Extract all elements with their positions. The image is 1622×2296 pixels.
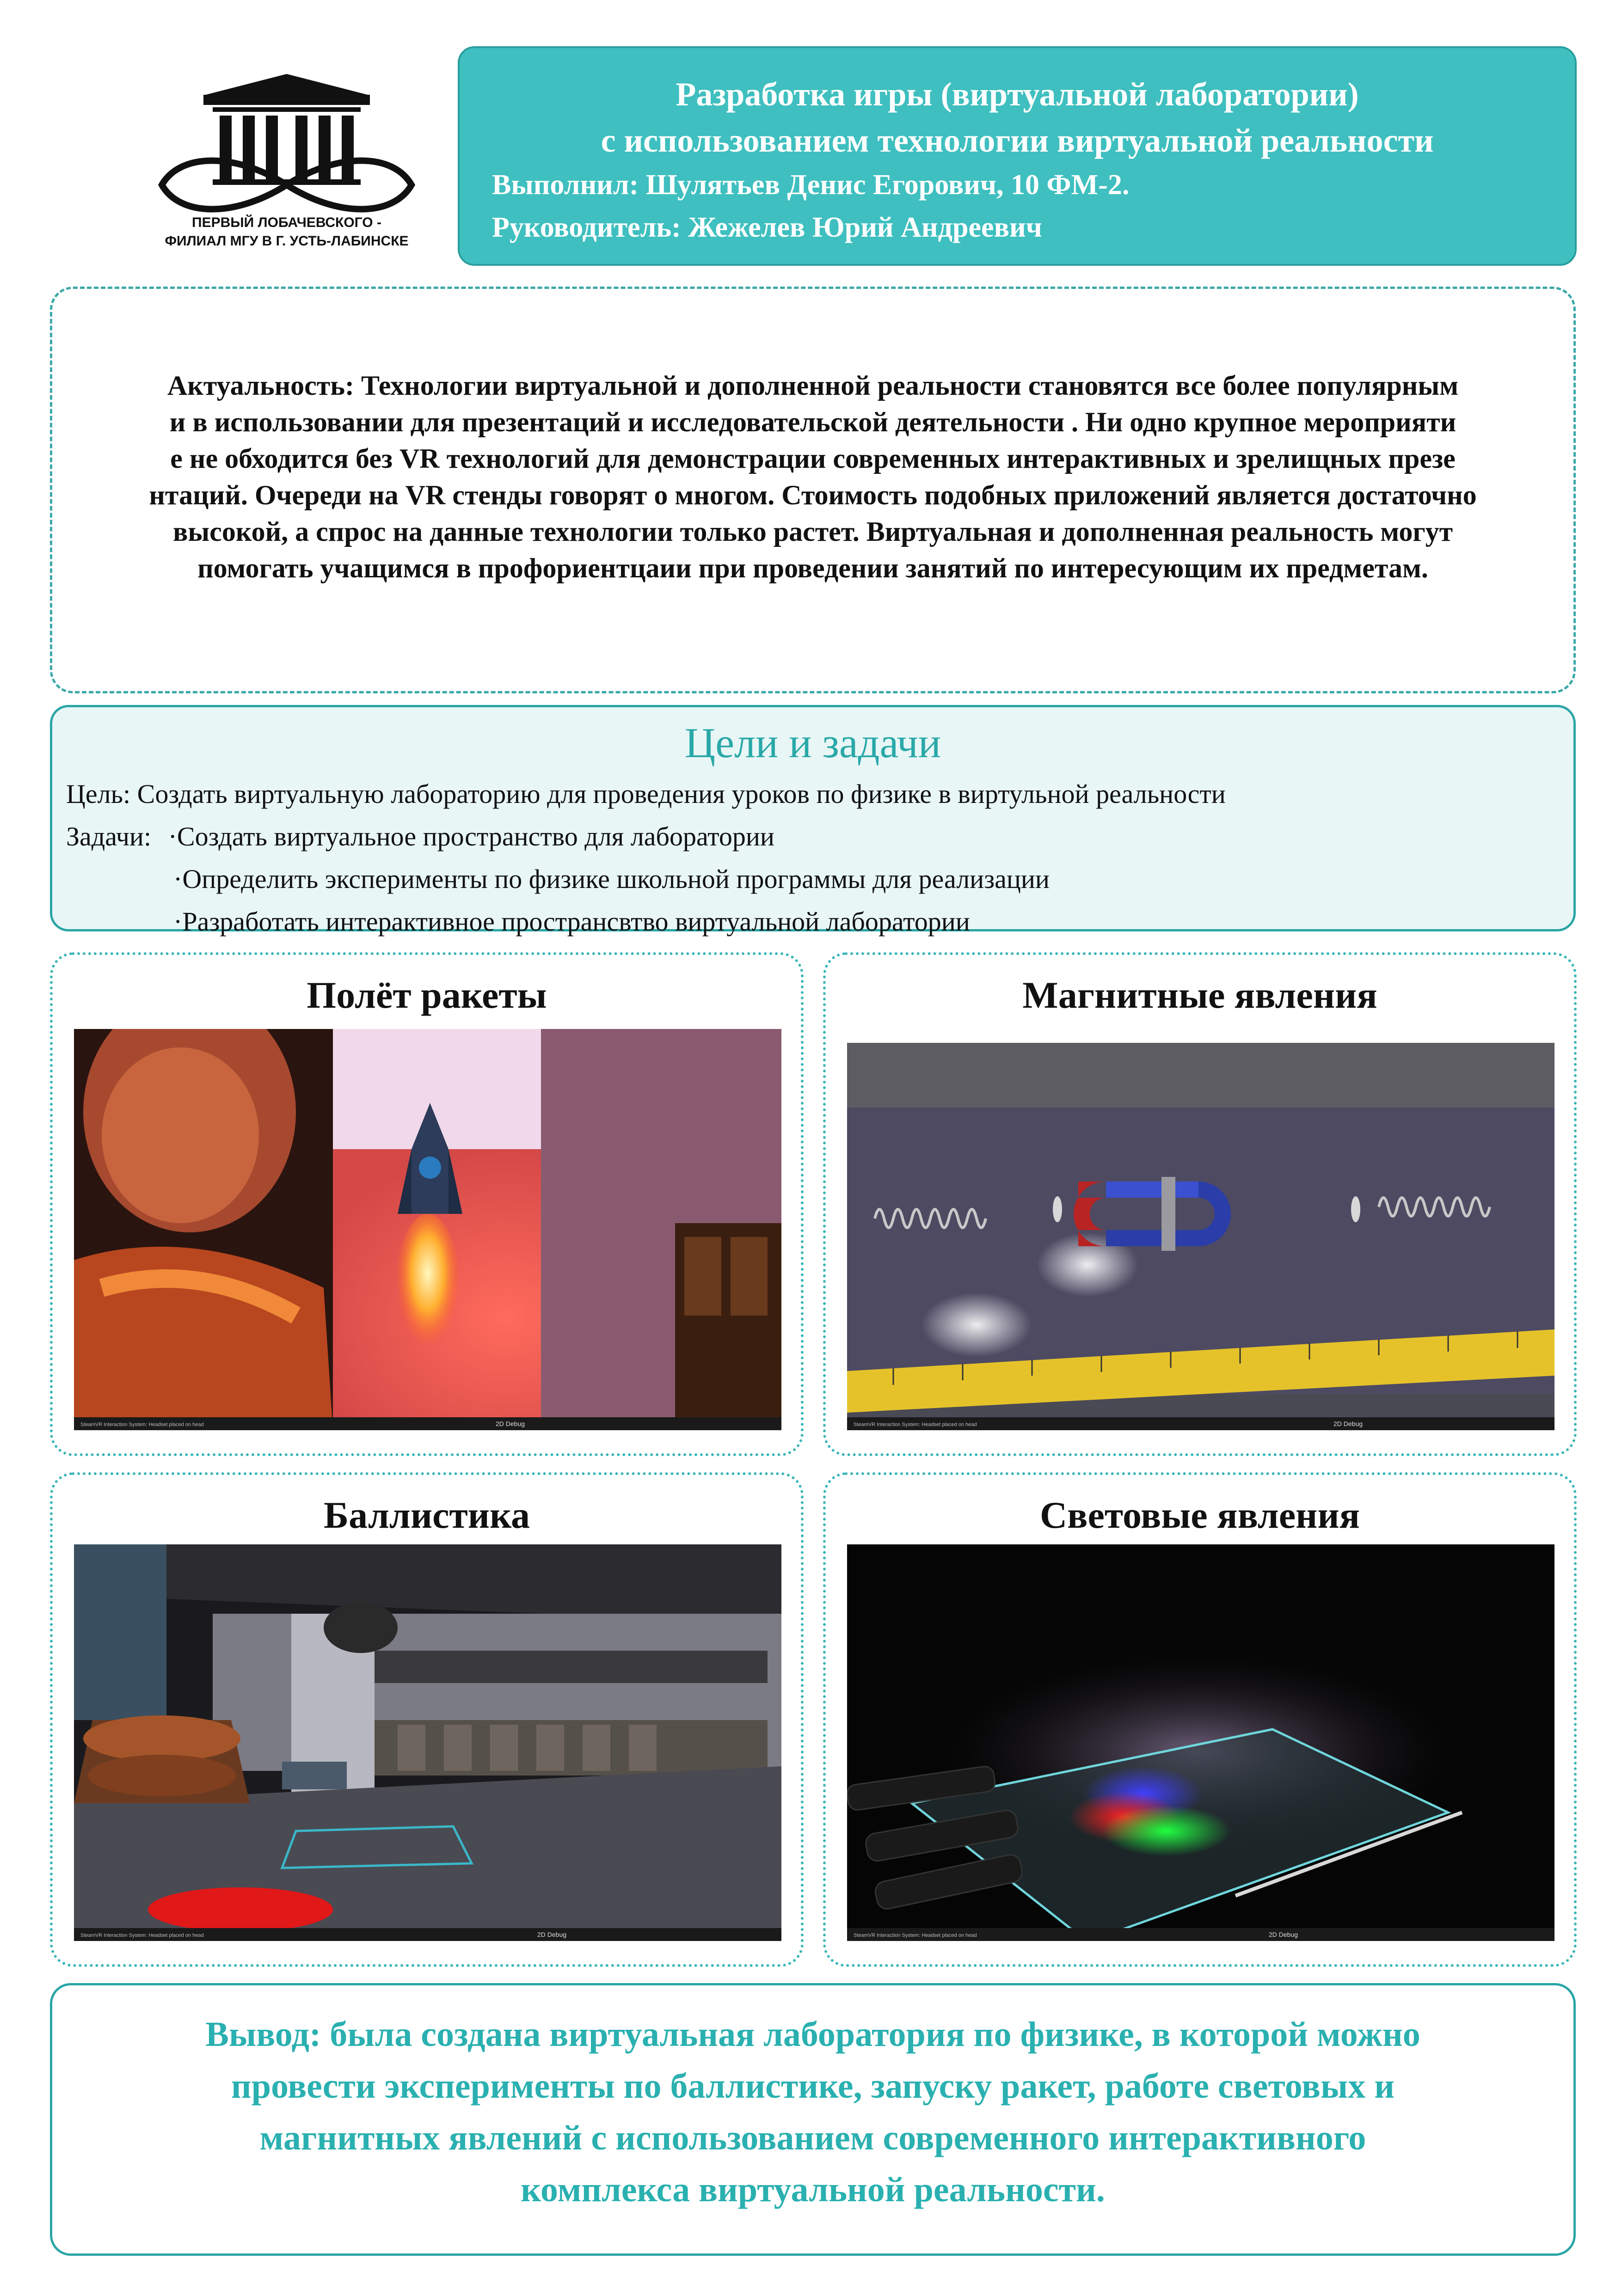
status-text: SteamVR Interaction System: Headset placed on head <box>80 1422 204 1427</box>
tasks-label: Задачи: <box>66 821 152 851</box>
debug-label: 2D Debug <box>1333 1420 1363 1427</box>
ballistics-screenshot <box>74 1544 781 1941</box>
relevance-text <box>89 367 1536 587</box>
conclusion-section <box>50 1983 1576 2256</box>
debug-label: 2D Debug <box>537 1931 567 1938</box>
ballistics-title: Баллистика <box>323 1494 530 1536</box>
conclusion-line: комплекса виртуальной реальности. <box>521 2170 1105 2209</box>
rocket-screenshot <box>74 1029 781 1430</box>
supervisor-line: Руководитель: Жежелев Юрий Андреевич <box>492 212 1042 243</box>
relevance-line: помогать учащимся в профориентцаии при проведении занятий по интересующим их предметам. <box>197 553 1428 583</box>
magnet-experiment-card <box>823 952 1577 1456</box>
logo-text-line1: ПЕРВЫЙ ЛОБАЧЕВСКОГО - <box>192 215 381 230</box>
poster-title-line2: с использованием технологии виртуальной реальности <box>601 122 1434 159</box>
poster-title-line1: Разработка игры (виртуальной лаборатории) <box>676 76 1359 113</box>
conclusion-text <box>80 2008 1546 2216</box>
logo <box>143 74 430 250</box>
rocket-experiment-card <box>50 952 804 1456</box>
task-row-1 <box>66 815 1560 858</box>
relevance-line: и в использовании для презентаций и исследовательской деятельности . Ни одно крупное мероприяти <box>169 407 1456 437</box>
debug-label: 2D Debug <box>496 1420 525 1427</box>
title-box <box>458 46 1577 266</box>
relevance-line: нтаций. Очереди на VR стенды говорят о многом. Стоимость подобных приложений является достаточно <box>149 480 1477 510</box>
logo-text-line2: ФИЛИАЛ МГУ В Г. УСТЬ-ЛАБИНСКЕ <box>165 233 409 249</box>
goals-title: Цели и задачи <box>684 719 941 766</box>
conclusion-line: провести эксперименты по баллистике, запуску ракет, работе световых и <box>231 2067 1395 2106</box>
light-title: Световые явления <box>1039 1494 1360 1536</box>
university-building-icon <box>143 74 430 213</box>
task-item: ·Определить эксперименты по физике школьной программы для реализации <box>173 864 1050 894</box>
light-screenshot <box>847 1544 1554 1941</box>
relevance-line: Актуальность: Технологии виртуальной и дополненной реальности становятся все более популярным <box>167 370 1459 401</box>
light-experiment-card <box>823 1472 1577 1967</box>
relevance-section <box>50 287 1576 693</box>
relevance-line: е не обходится без VR технологий для демонстрации современных интерактивных и зрелищных презе <box>170 443 1456 474</box>
magnet-screenshot <box>847 1043 1554 1430</box>
debug-label: 2D Debug <box>1269 1931 1298 1938</box>
goals-section <box>50 705 1576 937</box>
magnet-title: Магнитные явления <box>1022 974 1377 1016</box>
goal-text: Цель: Создать виртуальную лабораторию для проведения уроков по физике в виртульной реальности <box>66 779 1226 809</box>
task-item: ·Создать виртуальное пространство для лаборатории <box>168 821 774 851</box>
rocket-title: Полёт ракеты <box>307 974 547 1016</box>
relevance-line: высокой, а спрос на данные технологии только растет. Виртуальная и дополненная реальность могут <box>172 516 1453 547</box>
task-item: ·Разработать интерактивное пространсвтво виртуальной лаборатории <box>173 906 970 937</box>
author-line: Выполнил: Шулятьев Денис Егорович, 10 ФМ-2. <box>492 169 1130 201</box>
conclusion-line: Вывод: была создана виртуальная лаборатория по физике, в которой можно <box>205 2015 1420 2054</box>
status-text: SteamVR Interaction System: Headset placed on head <box>80 1933 204 1938</box>
status-text: SteamVR Interaction System: Headset placed on head <box>854 1933 977 1938</box>
status-text: SteamVR Interaction System: Headset placed on head <box>854 1422 977 1427</box>
ballistics-experiment-card <box>50 1472 804 1967</box>
conclusion-line: магнитных явлений с использованием современного интерактивного <box>259 2118 1366 2157</box>
